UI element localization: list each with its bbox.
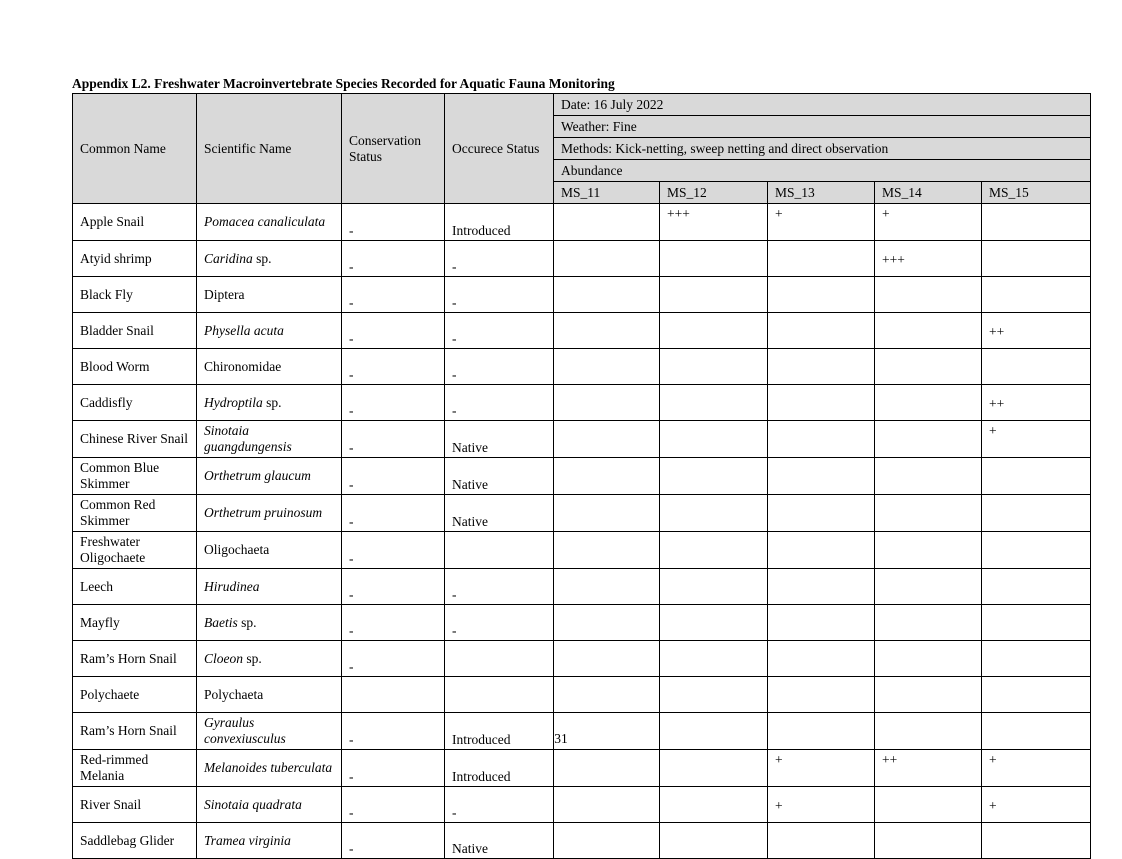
table-row — [73, 385, 1091, 421]
abundance-cell — [660, 495, 768, 532]
abundance-cell — [982, 349, 1091, 385]
abundance-cell — [982, 458, 1091, 495]
abundance-cell — [554, 277, 660, 313]
abundance-cell: + — [982, 787, 1091, 823]
common-name-cell: Common Blue Skimmer — [73, 458, 197, 495]
conservation-status-cell: - — [342, 569, 445, 605]
abundance-cell — [875, 569, 982, 605]
scientific-name-cell — [197, 385, 342, 421]
abundance-cell — [554, 641, 660, 677]
header-abundance: Abundance — [554, 160, 1091, 182]
occurrence-status-cell — [445, 677, 554, 713]
abundance-cell — [768, 823, 875, 859]
abundance-cell — [768, 458, 875, 495]
conservation-status-cell: - — [342, 823, 445, 859]
abundance-cell — [660, 421, 768, 458]
occurrence-status-cell: - — [445, 349, 554, 385]
abundance-cell — [554, 421, 660, 458]
scientific-name-cell — [197, 349, 342, 385]
abundance-cell — [660, 750, 768, 787]
common-name-cell: Ram’s Horn Snail — [73, 641, 197, 677]
abundance-cell — [982, 641, 1091, 677]
table-row — [73, 823, 1091, 859]
header-common-name: Common Name — [73, 94, 197, 204]
abundance-cell — [982, 605, 1091, 641]
occurrence-status-cell: - — [445, 385, 554, 421]
common-name-cell: Blood Worm — [73, 349, 197, 385]
scientific-name-text: Polychaeta — [204, 686, 264, 702]
header-scientific-name: Scientific Name — [197, 94, 342, 204]
conservation-status-cell: - — [342, 532, 445, 569]
scientific-name-text: Chironomidae — [204, 358, 282, 374]
occurrence-status-cell: - — [445, 605, 554, 641]
conservation-status-cell: - — [342, 641, 445, 677]
abundance-cell: ++ — [982, 313, 1091, 349]
abundance-cell — [660, 641, 768, 677]
abundance-cell — [982, 532, 1091, 569]
abundance-cell — [554, 495, 660, 532]
abundance-cell — [554, 241, 660, 277]
abundance-cell — [875, 458, 982, 495]
scientific-name-text: Sinotaia quadrata — [204, 796, 302, 812]
common-name-cell: Saddlebag Glider — [73, 823, 197, 859]
abundance-cell: + — [768, 204, 875, 241]
common-name-cell: Mayfly — [73, 605, 197, 641]
table-row — [73, 750, 1091, 787]
abundance-cell — [660, 385, 768, 421]
abundance-cell — [768, 385, 875, 421]
abundance-cell: + — [982, 421, 1091, 458]
conservation-status-cell: - — [342, 385, 445, 421]
abundance-cell — [660, 349, 768, 385]
scientific-name-text: Caridina — [204, 250, 253, 266]
table-row — [73, 787, 1091, 823]
occurrence-status-cell: - — [445, 787, 554, 823]
abundance-cell — [660, 458, 768, 495]
header-occurrence-status: Occurece Status — [445, 94, 554, 204]
table-row — [73, 277, 1091, 313]
abundance-cell — [875, 641, 982, 677]
abundance-cell — [660, 677, 768, 713]
common-name-cell: Caddisfly — [73, 385, 197, 421]
occurrence-status-cell: Introduced — [445, 750, 554, 787]
abundance-cell — [554, 569, 660, 605]
abundance-cell — [554, 823, 660, 859]
abundance-cell — [875, 605, 982, 641]
scientific-name-text: Physella acuta — [204, 322, 284, 338]
scientific-name-cell — [197, 532, 342, 569]
occurrence-status-cell — [445, 641, 554, 677]
conservation-status-cell: - — [342, 787, 445, 823]
scientific-name-cell — [197, 569, 342, 605]
abundance-cell — [660, 241, 768, 277]
scientific-name-text: Orthetrum pruinosum — [204, 505, 323, 520]
common-name-cell: Ram’s Horn Snail — [73, 713, 197, 750]
abundance-cell — [982, 495, 1091, 532]
scientific-name-suffix: sp. — [262, 394, 282, 410]
conservation-status-cell: - — [342, 277, 445, 313]
scientific-name-cell — [197, 277, 342, 313]
scientific-name-text: Melanoides tuberculata — [204, 760, 333, 775]
abundance-cell — [768, 532, 875, 569]
scientific-name-suffix: sp. — [237, 614, 257, 630]
scientific-name-text: Hydroptila — [204, 394, 263, 410]
abundance-cell: + — [768, 787, 875, 823]
scientific-name-cell — [197, 313, 342, 349]
occurrence-status-cell: - — [445, 313, 554, 349]
abundance-cell — [982, 241, 1091, 277]
scientific-name-text: Sinotaia guangdungensis — [204, 423, 292, 454]
conservation-status-cell: - — [342, 241, 445, 277]
occurrence-status-cell: - — [445, 241, 554, 277]
common-name-cell: River Snail — [73, 787, 197, 823]
abundance-cell — [982, 823, 1091, 859]
abundance-cell — [768, 421, 875, 458]
abundance-cell — [660, 787, 768, 823]
header-date: Date: 16 July 2022 — [554, 94, 1091, 116]
abundance-cell — [554, 349, 660, 385]
conservation-status-cell — [342, 677, 445, 713]
common-name-cell: Atyid shrimp — [73, 241, 197, 277]
occurrence-status-cell: Introduced — [445, 713, 554, 750]
table-row — [73, 495, 1091, 532]
common-name-cell: Red-rimmed Melania — [73, 750, 197, 787]
scientific-name-suffix: sp. — [252, 250, 272, 266]
table-row — [73, 605, 1091, 641]
header-site-ms13: MS_13 — [768, 182, 875, 204]
abundance-cell — [875, 787, 982, 823]
conservation-status-cell: - — [342, 495, 445, 532]
common-name-cell: Polychaete — [73, 677, 197, 713]
abundance-cell: +++ — [660, 204, 768, 241]
abundance-cell — [875, 421, 982, 458]
scientific-name-suffix: sp. — [243, 650, 262, 666]
common-name-cell: Chinese River Snail — [73, 421, 197, 458]
abundance-cell — [554, 458, 660, 495]
scientific-name-cell — [197, 458, 342, 495]
common-name-cell: Common Red Skimmer — [73, 495, 197, 532]
common-name-cell: Bladder Snail — [73, 313, 197, 349]
common-name-cell: Apple Snail — [73, 204, 197, 241]
scientific-name-cell — [197, 204, 342, 241]
abundance-cell — [982, 677, 1091, 713]
header-site-ms15: MS_15 — [982, 182, 1091, 204]
scientific-name-cell — [197, 495, 342, 532]
abundance-cell — [554, 677, 660, 713]
common-name-cell: Black Fly — [73, 277, 197, 313]
abundance-cell — [875, 277, 982, 313]
header-conservation-status: Conservation Status — [342, 94, 445, 204]
abundance-cell — [982, 204, 1091, 241]
scientific-name-text: Tramea virginia — [204, 832, 291, 848]
conservation-status-cell: - — [342, 458, 445, 495]
table-row — [73, 421, 1091, 458]
abundance-cell — [768, 349, 875, 385]
scientific-name-text: Baetis — [204, 614, 238, 630]
abundance-cell — [660, 313, 768, 349]
header-weather: Weather: Fine — [554, 116, 1091, 138]
header-site-ms11: MS_11 — [554, 182, 660, 204]
abundance-cell — [554, 605, 660, 641]
conservation-status-cell: - — [342, 421, 445, 458]
scientific-name-text: Cloeon — [204, 650, 243, 666]
abundance-cell — [875, 385, 982, 421]
abundance-cell: + — [875, 204, 982, 241]
scientific-name-cell — [197, 787, 342, 823]
occurrence-status-cell — [445, 532, 554, 569]
conservation-status-cell: - — [342, 313, 445, 349]
abundance-cell — [875, 677, 982, 713]
scientific-name-cell — [197, 605, 342, 641]
page-number: 31 — [554, 731, 568, 746]
abundance-cell — [554, 532, 660, 569]
common-name-cell: Leech — [73, 569, 197, 605]
scientific-name-text: Hirudinea — [204, 578, 260, 594]
abundance-cell — [660, 823, 768, 859]
scientific-name-cell — [197, 677, 342, 713]
abundance-cell: + — [768, 750, 875, 787]
occurrence-status-cell: Native — [445, 458, 554, 495]
abundance-cell — [554, 204, 660, 241]
table-body — [73, 204, 1091, 859]
abundance-cell — [875, 313, 982, 349]
abundance-cell — [982, 569, 1091, 605]
abundance-cell — [660, 532, 768, 569]
abundance-cell — [875, 823, 982, 859]
abundance-cell: + — [982, 750, 1091, 787]
scientific-name-text: Oligochaeta — [204, 542, 270, 557]
conservation-status-cell: - — [342, 204, 445, 241]
table-row — [73, 532, 1091, 569]
table-row — [73, 641, 1091, 677]
table-row — [73, 204, 1091, 241]
abundance-cell — [875, 495, 982, 532]
abundance-cell — [554, 750, 660, 787]
conservation-status-cell: - — [342, 349, 445, 385]
abundance-cell — [660, 277, 768, 313]
scientific-name-cell — [197, 750, 342, 787]
table-row — [73, 677, 1091, 713]
table-row — [73, 458, 1091, 495]
table-row — [73, 349, 1091, 385]
common-name-cell: Freshwater Oligochaete — [73, 532, 197, 569]
abundance-cell — [768, 313, 875, 349]
abundance-cell — [768, 277, 875, 313]
conservation-status-cell: - — [342, 750, 445, 787]
scientific-name-text: Diptera — [204, 286, 245, 302]
occurrence-status-cell: - — [445, 277, 554, 313]
abundance-cell — [768, 677, 875, 713]
abundance-cell — [554, 787, 660, 823]
table-caption: Appendix L2. Freshwater Macroinvertebrate Species Recorded for Aquatic Fauna Monitoring — [72, 76, 615, 91]
header-site-ms12: MS_12 — [660, 182, 768, 204]
scientific-name-cell — [197, 421, 342, 458]
scientific-name-cell — [197, 241, 342, 277]
abundance-cell — [768, 495, 875, 532]
abundance-cell — [660, 569, 768, 605]
header-site-ms14: MS_14 — [875, 182, 982, 204]
abundance-cell — [768, 641, 875, 677]
abundance-cell — [982, 277, 1091, 313]
occurrence-status-cell: - — [445, 569, 554, 605]
scientific-name-cell — [197, 641, 342, 677]
table-row — [73, 241, 1091, 277]
abundance-cell: ++ — [982, 385, 1091, 421]
abundance-cell — [768, 605, 875, 641]
scientific-name-text: Orthetrum glaucum — [204, 468, 311, 483]
abundance-cell — [875, 532, 982, 569]
abundance-cell — [768, 569, 875, 605]
header-methods: Methods: Kick-netting, sweep netting and direct observation — [554, 138, 1091, 160]
abundance-cell — [875, 349, 982, 385]
occurrence-status-cell: Native — [445, 823, 554, 859]
occurrence-status-cell: Introduced — [445, 204, 554, 241]
table-row — [73, 313, 1091, 349]
scientific-name-cell — [197, 823, 342, 859]
table-row — [73, 569, 1091, 605]
scientific-name-text: Gyraulus convexiusculus — [204, 715, 286, 746]
abundance-cell — [660, 605, 768, 641]
occurrence-status-cell: Native — [445, 495, 554, 532]
occurrence-status-cell: Native — [445, 421, 554, 458]
abundance-cell: ++ — [875, 750, 982, 787]
abundance-cell — [554, 313, 660, 349]
abundance-cell — [554, 385, 660, 421]
abundance-cell — [768, 241, 875, 277]
abundance-cell: +++ — [875, 241, 982, 277]
scientific-name-text: Pomacea canaliculata — [204, 214, 326, 229]
conservation-status-cell: - — [342, 605, 445, 641]
conservation-status-cell: - — [342, 713, 445, 750]
